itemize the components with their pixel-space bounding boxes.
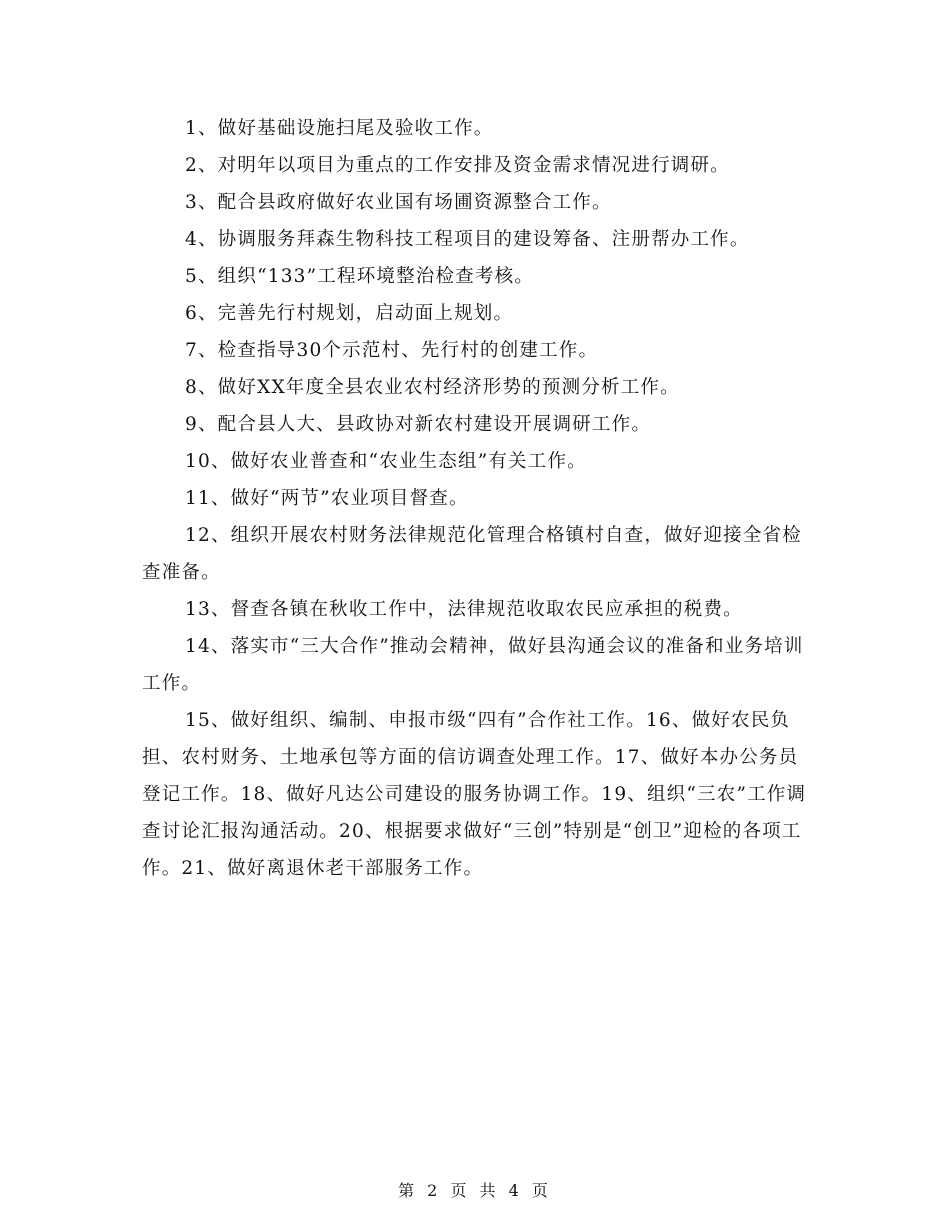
paragraph-item-7: 7、检查指导30个示范村、先行村的创建工作。 [185,340,599,361]
paragraph-item-8: 8、做好XX年度全县农业农村经济形势的预测分析工作。 [185,377,680,398]
paragraph-item-5: 5、组织“133”工程环境整治检查考核。 [185,266,534,287]
paragraph-item-11: 11、做好“两节”农业项目督查。 [185,488,469,509]
paragraph-item-12: 12、组织开展农村财务法律规范化管理合格镇村自查，做好迎接全省检查准备。 [142,525,802,583]
paragraph-item-6: 6、完善先行村规划，启动面上规划。 [185,303,514,324]
paragraph-item-3: 3、配合县政府做好农业国有场圃资源整合工作。 [185,192,612,213]
document-body [142,110,810,887]
paragraph-item-2: 2、对明年以项目为重点的工作安排及资金需求情况进行调研。 [185,155,730,176]
paragraph-item-14: 14、落实市“三大合作”推动会精神，做好县沟通会议的准备和业务培训工作。 [142,636,804,694]
paragraph-item-13: 13、督查各镇在秋收工作中，法律规范收取农民应承担的税费。 [185,599,743,620]
paragraph-item-1: 1、做好基础设施扫尾及验收工作。 [185,118,494,139]
page-number-footer: 第 2 页 共 4 页 [398,1181,552,1200]
paragraph-item-4: 4、协调服务拜森生物科技工程项目的建设筹备、注册帮办工作。 [185,229,750,250]
paragraph-item-9: 9、配合县人大、县政协对新农村建设开展调研工作。 [185,414,652,435]
paragraph-items-15-21: 15、做好组织、编制、申报市级“四有”合作社工作。16、做好农民负担、农村财务、土地承包等方面的信访调查处理工作。17、做好本办公务员登记工作。18、做好凡达公司建设的服务协调工作。19、组织“三农”工作调查讨论汇报沟通活动。20、根据要求做好“三创”特别是“创卫”迎检的各项工作。21、做好离退休老干部服务工作。 [142,710,807,879]
paragraph-item-10: 10、做好农业普查和“农业生态组”有关工作。 [185,451,587,472]
